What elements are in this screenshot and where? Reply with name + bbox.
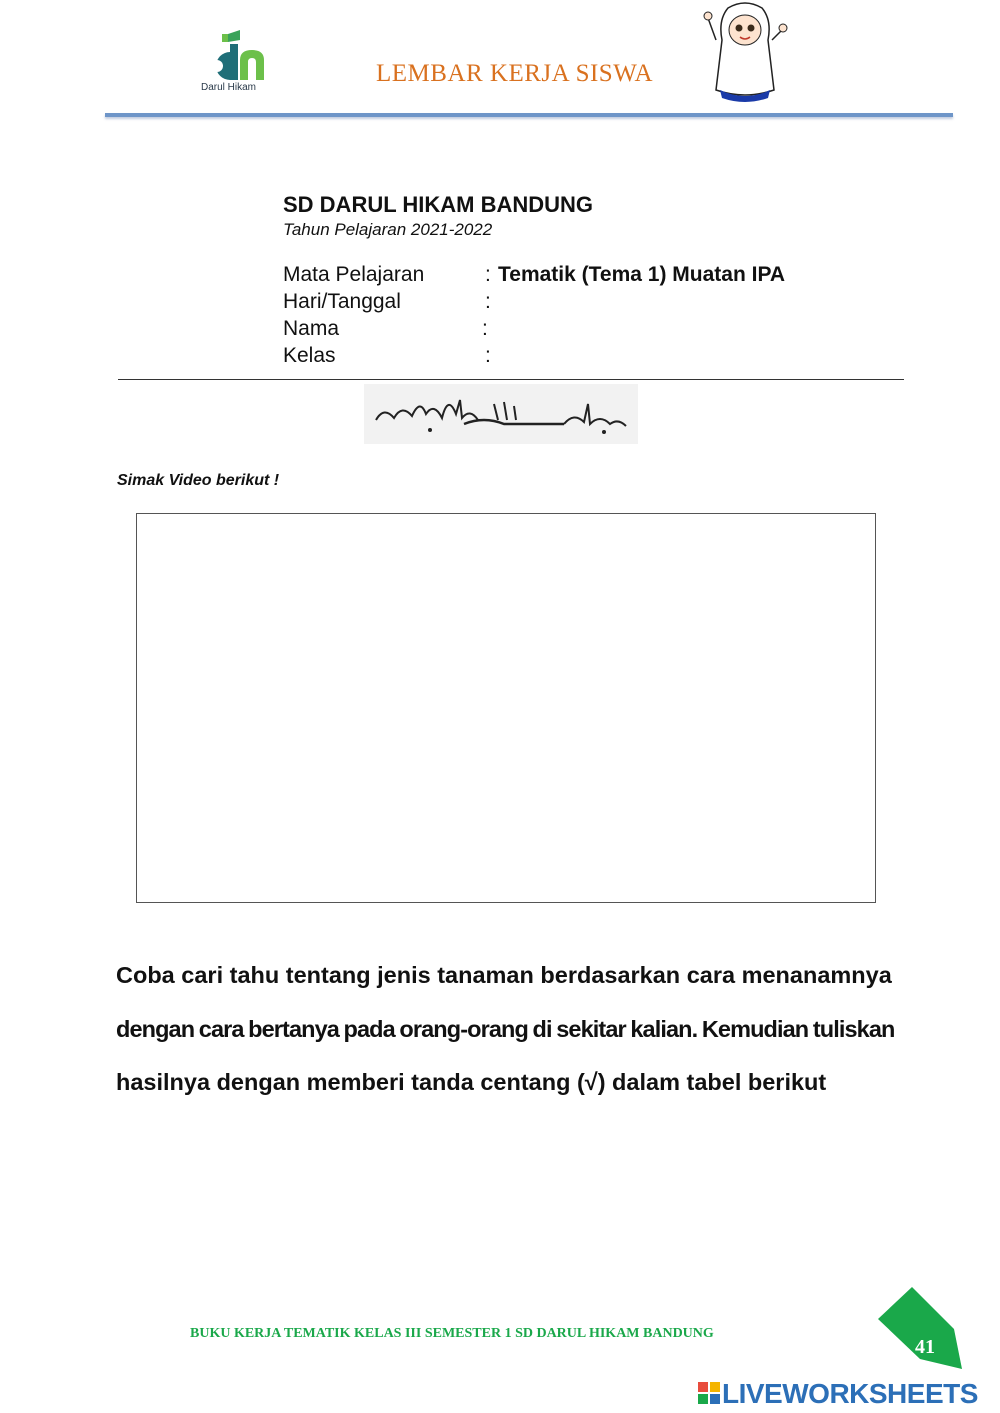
field-label-date: Hari/Tanggal bbox=[283, 290, 401, 313]
field-label-class: Kelas bbox=[283, 344, 336, 367]
mascot-girl-illustration bbox=[700, 0, 790, 105]
page-number: 41 bbox=[915, 1336, 935, 1358]
video-embed-area[interactable] bbox=[136, 513, 876, 903]
field-colon: : bbox=[485, 263, 491, 286]
page-number-badge bbox=[872, 1283, 967, 1373]
field-value-date[interactable] bbox=[498, 290, 798, 314]
school-name: SD DARUL HIKAM BANDUNG bbox=[283, 192, 594, 217]
field-colon: : bbox=[485, 344, 491, 367]
info-divider bbox=[118, 379, 904, 380]
field-colon: : bbox=[485, 290, 491, 313]
footer-book-title: BUKU KERJA TEMATIK KELAS III SEMESTER 1 SD DARUL HIKAM BANDUNG bbox=[190, 1326, 714, 1341]
field-label-subject: Mata Pelajaran bbox=[283, 263, 425, 286]
logo-caption: Darul Hikam bbox=[201, 82, 257, 93]
instruction-line: Coba cari tahu tentang jenis tanaman berdasarkan cara menanamnya bbox=[116, 962, 892, 988]
field-label-name: Nama bbox=[283, 317, 340, 340]
worksheet-title: LEMBAR KERJA SISWA bbox=[376, 60, 654, 87]
header-divider bbox=[105, 113, 953, 117]
basmalah-calligraphy-image bbox=[364, 384, 638, 444]
field-value-name[interactable] bbox=[498, 317, 798, 341]
field-colon: : bbox=[482, 317, 488, 340]
field-value-subject: Tematik (Tema 1) Muatan IPA bbox=[498, 263, 786, 286]
liveworksheets-icon bbox=[698, 1382, 720, 1404]
video-prompt: Simak Video berikut ! bbox=[117, 472, 280, 489]
school-year: Tahun Pelajaran 2021-2022 bbox=[283, 220, 493, 239]
liveworksheets-brand[interactable]: LIVEWORKSHEETS bbox=[722, 1378, 978, 1409]
instruction-line: dengan cara bertanya pada orang-orang di sekitar kalian. Kemudian tuliskan bbox=[116, 1016, 895, 1042]
field-value-class[interactable] bbox=[498, 344, 798, 368]
instruction-line: hasilnya dengan memberi tanda centang (√) dalam tabel berikut bbox=[116, 1069, 827, 1095]
